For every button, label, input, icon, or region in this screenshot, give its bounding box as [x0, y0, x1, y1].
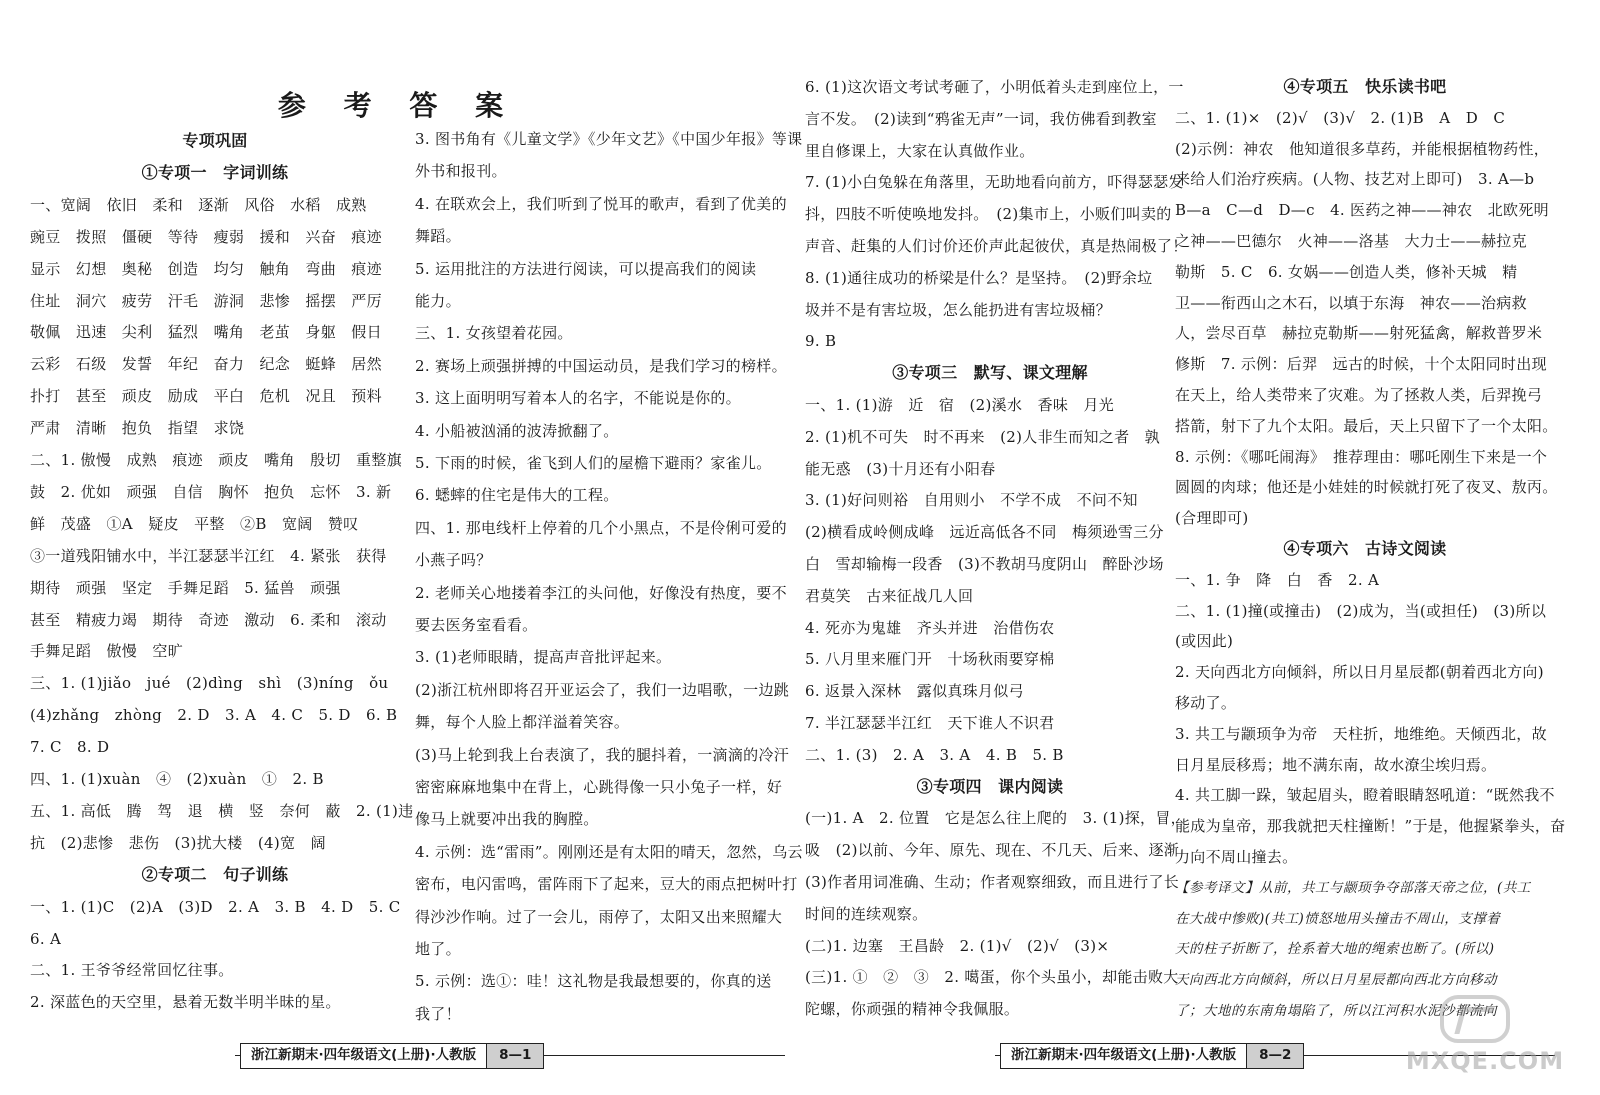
answer-line: 3. 这上面明明写着本人的名字，不能说是你的。 — [415, 389, 741, 408]
answer-line: (二)1. 边塞 王昌龄 2. (1)√ (2)√ (3)× — [805, 936, 1110, 955]
answer-line: 之神——巴德尔 火神——洛基 大力士——赫拉克 — [1175, 232, 1527, 250]
footer-left — [240, 1043, 544, 1069]
answer-line: 抗 (2)悲惨 悲伤 (3)扰大楼 (4)宽 阔 — [30, 833, 326, 852]
answer-line: (或因此) — [1175, 632, 1234, 651]
answer-line: (一)1. A 2. 位置 它是怎么往上爬的 3. (1)探，冒， — [805, 809, 1186, 828]
answer-line: (三)1. ① ② ③ 2. 噶蛋，你个头虽小，却能击败大 — [805, 968, 1179, 987]
section-heading: ④专项六 古诗文阅读 — [1283, 539, 1447, 558]
answer-line: 五、1. 高低 腾 驾 退 横 竖 奈何 蔽 2. (1)违 — [30, 801, 414, 820]
answer-line: 住址 洞穴 疲劳 汗毛 游洞 悲惨 摇摆 严厉 — [30, 291, 382, 310]
answer-line: 4. 小船被汹涌的波涛掀翻了。 — [415, 421, 619, 440]
answer-line: 3. (1)老师眼睛，提高声音批评起来。 — [415, 648, 672, 667]
answer-line: 二、1. (3) 2. A 3. A 4. B 5. B — [805, 745, 1064, 764]
answer-line: 2. (1)机不可失 时不再来 (2)人非生而知之者 孰 — [805, 427, 1160, 446]
footer-book-title: 浙江新期末·四年级语文(上册)·人教版 — [241, 1044, 486, 1068]
answer-line: 密布，电闪雷鸣，雷阵雨下了起来，豆大的雨点把树叶打 — [415, 875, 798, 894]
answer-line: 期待 顽强 坚定 手舞足蹈 5. 猛兽 顽强 — [30, 578, 341, 597]
answer-line: 我了！ — [415, 1004, 461, 1023]
answer-line: 抖，四肢不听使唤地发抖。 (2)集市上，小贩们叫卖的 — [805, 205, 1172, 224]
answer-line: 地了。 — [415, 940, 461, 958]
answer-line: 7. C 8. D — [30, 738, 110, 757]
answer-line: (4)zhǎng zhòng 2. D 3. A 4. C 5. D 6. B — [30, 706, 398, 725]
answer-line: 要去医务室看看。 — [415, 616, 538, 634]
answer-line: 吸 (2)以前、今年、原先、现在、不几天、后来、逐渐 — [805, 841, 1180, 860]
section-heading: 专项巩固 — [182, 131, 248, 150]
answer-line: 了；大地的东南角塌陷了，所以江河积水泥沙都流向 — [1175, 1003, 1497, 1019]
watermark-logo-icon — [1440, 995, 1510, 1043]
answer-line: 鲜 茂盛 ①A 疑皮 平整 ②B 宽阔 赞叹 — [30, 514, 359, 533]
answer-line: 圆圆的肉球；他还是小娃娃的时候就打死了夜叉、敖丙。 — [1175, 478, 1558, 497]
answer-line: 能无惑 (3)十月还有小阳春 — [805, 459, 996, 478]
answer-line: 时间的连续观察。 — [805, 904, 928, 923]
answer-line: 圾并不是有害垃圾，怎么能扔进有害垃圾桶？ — [805, 300, 1112, 319]
answer-line: (2)浙江杭州即将召开亚运会了，我们一边唱歌，一边跳 — [415, 680, 790, 699]
answer-line: 7. 半江瑟瑟半江红 天下谁人不识君 — [805, 714, 1055, 732]
answer-line: 人，尝尽百草 赫拉克勒斯——射死猛禽，解救普罗米 — [1175, 324, 1543, 343]
answer-line: 6. 返景入深林 露似真珠月似弓 — [805, 682, 1024, 701]
answer-line: 四、1. (1)xuàn ④ (2)xuàn ① 2. B — [30, 770, 324, 788]
answer-line: 显示 幻想 奥秘 创造 均匀 触角 弯曲 痕迹 — [30, 259, 382, 278]
answer-line: 力向不周山撞去。 — [1175, 848, 1298, 866]
answer-line: 陀螺，你顽强的精神令我佩服。 — [805, 1000, 1020, 1019]
answer-line: 天的柱子折断了，拴系着大地的绳索也断了。(所以) — [1175, 941, 1495, 958]
answer-line: 手舞足蹈 傲慢 空旷 — [30, 642, 184, 661]
answer-line: 密密麻麻地集中在背上，心跳得像一只小兔子一样，好 — [415, 778, 783, 796]
answer-line: 二、1. (1)撞(或撞击) (2)成为，当(或担任) (3)所以 — [1175, 601, 1547, 620]
answer-line: 扑打 甚至 顽皮 励成 平白 危机 况且 预料 — [30, 387, 382, 406]
answer-line: ③一道残阳铺水中，半江瑟瑟半江红 4. 紧张 获得 — [30, 546, 387, 565]
section-heading: ①专项一 字词训练 — [141, 162, 289, 182]
answer-line: 豌豆 拨照 僵硬 等待 瘦弱 援和 兴奋 痕迹 — [30, 227, 382, 246]
answer-line: 能力。 — [415, 292, 461, 310]
answer-line: 一、1. 争 降 白 香 2. A — [1175, 570, 1380, 589]
answer-line: 一、宽阔 依旧 柔和 逐渐 风俗 水稻 成熟 — [30, 195, 367, 214]
answer-line: (2)示例：神农 他知道很多草药，并能根据植物药性， — [1175, 139, 1550, 158]
answer-line: 小燕子吗？ — [415, 551, 492, 570]
answer-line: 2. 天向西北方向倾斜，所以日月星辰都(朝着西北方向) — [1175, 663, 1544, 682]
answer-line: 移动了。 — [1175, 694, 1237, 712]
answer-line: 像马上就要冲出我的胸膛。 — [415, 810, 599, 829]
answer-line: 云彩 石级 发誓 年纪 奋力 纪念 蜓蜂 居然 — [30, 355, 382, 374]
answer-key-title: 参 考 答 案 — [277, 89, 518, 122]
footer-book-title: 浙江新期末·四年级语文(上册)·人教版 — [1001, 1044, 1246, 1068]
answer-line: 舞蹈。 — [415, 227, 461, 246]
answer-line: 四、1. 那电线杆上停着的几个小黑点，不是伶俐可爱的 — [415, 518, 787, 537]
answer-line: 5. 运用批注的方法进行阅读，可以提高我们的阅读 — [415, 259, 757, 278]
answer-line: 7. (1)小白兔躲在角落里，无助地看向前方，吓得瑟瑟发 — [805, 173, 1184, 192]
answer-line: 一、1. (1)C (2)A (3)D 2. A 3. B 4. D 5. C — [30, 897, 401, 916]
answer-line: 8. 示例：《哪吒闹海》 推荐理由：哪吒刚生下来是一个 — [1175, 447, 1548, 466]
answer-line: 9. B — [805, 332, 837, 351]
answer-line: 2. 赛场上顽强拼搏的中国运动员，是我们学习的榜样。 — [415, 356, 787, 375]
answer-line: 舞，每个人脸上都洋溢着笑容。 — [415, 713, 630, 732]
answer-line: 卫——衔西山之木石，以填于东海 神农——治病救 — [1175, 293, 1527, 312]
answer-line: 在天上，给人类带来了灾难。为了拯救人类，后羿挽弓 — [1175, 386, 1543, 404]
answer-line: 严肃 清晰 抱负 指望 求饶 — [30, 419, 245, 438]
answer-line: 5. 下雨的时候，雀飞到人们的屋檐下避雨？家雀儿。 — [415, 454, 772, 472]
answer-line: 【参考译文】从前，共工与颛顼争夺部落天帝之位，(共工 — [1175, 879, 1531, 896]
right-page — [805, 0, 1600, 1095]
answer-line: 鼓 2. 优如 顽强 自信 胸怀 抱负 忘怀 3. 新 — [30, 482, 392, 501]
answer-line: 6. (1)这次语文考试考砸了，小明低着头走到座位上，一 — [805, 78, 1184, 96]
answer-line: 4. 示例：选“雷雨”。刚刚还是有太阳的晴天，忽然，乌云 — [415, 842, 803, 861]
answer-line: 三、1. (1)jiǎo jué (2)dìng shì (3)níng ǒu — [30, 674, 389, 693]
answer-line: 言不发。 (2)读到“鸦雀无声”一词，我仿佛看到教室 — [805, 109, 1157, 128]
answer-line: 8. (1)通往成功的桥梁是什么？是坚持。 (2)野余垃 — [805, 268, 1153, 287]
section-heading: ③专项三 默写、课文理解 — [892, 363, 1088, 383]
answer-line: (3)作者用词准确、生动；作者观察细致，而且进行了长 — [805, 873, 1180, 891]
answer-line: 6. A — [30, 929, 62, 948]
answer-line: 3. (1)好问则裕 自用则小 不学不成 不问不知 — [805, 491, 1138, 510]
section-heading: ②专项二 句子训练 — [141, 864, 289, 884]
answer-line: 4. 在联欢会上，我们听到了悦耳的歌声，看到了优美的 — [415, 194, 787, 213]
answer-line: 修斯 7. 示例：后羿 远古的时候，十个太阳同时出现 — [1175, 355, 1547, 374]
footer-page-number: 8—2 — [1246, 1044, 1303, 1068]
watermark-text: MXQE.COM — [1405, 1047, 1565, 1075]
answer-line: 一、1. (1)游 近 宿 (2)溪水 香味 月光 — [805, 396, 1115, 414]
answer-line: 能成为皇帝，那我就把天柱撞断！”于是，他握紧拳头，奋 — [1175, 817, 1566, 836]
answer-line: 敬佩 迅速 尖利 猛烈 嘴角 老茧 身躯 假日 — [30, 323, 382, 342]
answer-line: 外书和报刊。 — [415, 162, 507, 181]
answer-line: (3)马上轮到我上台表演了，我的腿抖着，一滴滴的冷汗 — [415, 745, 790, 764]
answer-line: 2. 深蓝色的天空里，悬着无数半明半昧的星。 — [30, 993, 341, 1012]
answer-line: 二、1. 王爷爷经常回忆往事。 — [30, 961, 234, 980]
answer-line: 甚至 精疲力竭 期待 奇迹 激动 6. 柔和 滚动 — [30, 610, 387, 629]
answer-line: 在大战中惨败)(共工)愤怒地用头撞击不周山，支撑着 — [1175, 910, 1501, 927]
answer-line: 3. 共工与颛顼争为帝 天柱折，地维绝。天倾西北，故 — [1175, 724, 1547, 743]
section-heading: ④专项五 快乐读书吧 — [1283, 77, 1447, 96]
answer-line: 三、1. 女孩望着花园。 — [415, 324, 573, 343]
section-heading: ③专项四 课内阅读 — [916, 776, 1064, 796]
answer-line: 二、1. 傲慢 成熟 痕迹 顽皮 嘴角 殷切 重整旗 — [30, 451, 402, 469]
answer-line: 5. 八月里来雁门开 十场秋雨要穿棉 — [805, 650, 1055, 669]
answer-line: 白 雪却输梅一段香 (3)不教胡马度阴山 醉卧沙场 — [805, 555, 1164, 573]
answer-line: 2. 老师关心地搂着李江的头问他，好像没有热度，要不 — [415, 583, 787, 602]
answer-line: 搭箭，射下了九个太阳。最后，天上只留下了一个太阳。 — [1175, 416, 1558, 435]
site-watermark — [1400, 995, 1570, 1075]
footer-page-number: 8—1 — [486, 1044, 543, 1068]
answer-line: 里自修课上，大家在认真做作业。 — [805, 141, 1035, 160]
footer-right — [1000, 1043, 1304, 1069]
answer-line: 勒斯 5. C 6. 女娲——创造人类，修补天城 精 — [1175, 262, 1518, 281]
answer-line: 得沙沙作响。过了一会儿，雨停了，太阳又出来照耀大 — [415, 907, 783, 926]
answer-line: 君莫笑 古来征战几人回 — [805, 586, 974, 605]
answer-line: (2)横看成岭侧成峰 远近高低各不同 梅须逊雪三分 — [805, 523, 1164, 542]
answer-line: 声音、赶集的人们讨价还价声此起彼伏，真是热闹极了！ — [805, 237, 1188, 255]
answer-line: 天向西北方向倾斜，所以日月星辰都向西北方向移动 — [1175, 972, 1497, 989]
answer-line: 5. 示例：选①：哇！这礼物是我最想要的，你真的送 — [415, 972, 772, 991]
answer-line: (合理即可) — [1175, 509, 1249, 528]
answer-line: 来给人们治疗疾病。(人物、技艺对上即可) 3. A—b — [1175, 170, 1535, 189]
answer-line: 4. 共工脚一跺，皱起眉头，瞪着眼睛怒吼道：“既然我不 — [1175, 786, 1555, 805]
answer-line: 4. 死亦为鬼雄 齐头并进 治借伤农 — [805, 618, 1055, 637]
answer-line: 3. 图书角有《儿童文学》《少年文艺》《中国少年报》等课 — [415, 130, 803, 148]
answer-line: 6. 蟋蟀的住宅是伟大的工程。 — [415, 486, 619, 505]
answer-line: B—a C—d D—c 4. 医药之神——神农 北欧死明 — [1175, 201, 1549, 220]
answer-line: 二、1. (1)× (2)√ (3)√ 2. (1)B A D C — [1175, 108, 1506, 127]
answer-line: 日月星辰移焉；地不满东南，故水潦尘埃归焉。 — [1175, 755, 1497, 774]
